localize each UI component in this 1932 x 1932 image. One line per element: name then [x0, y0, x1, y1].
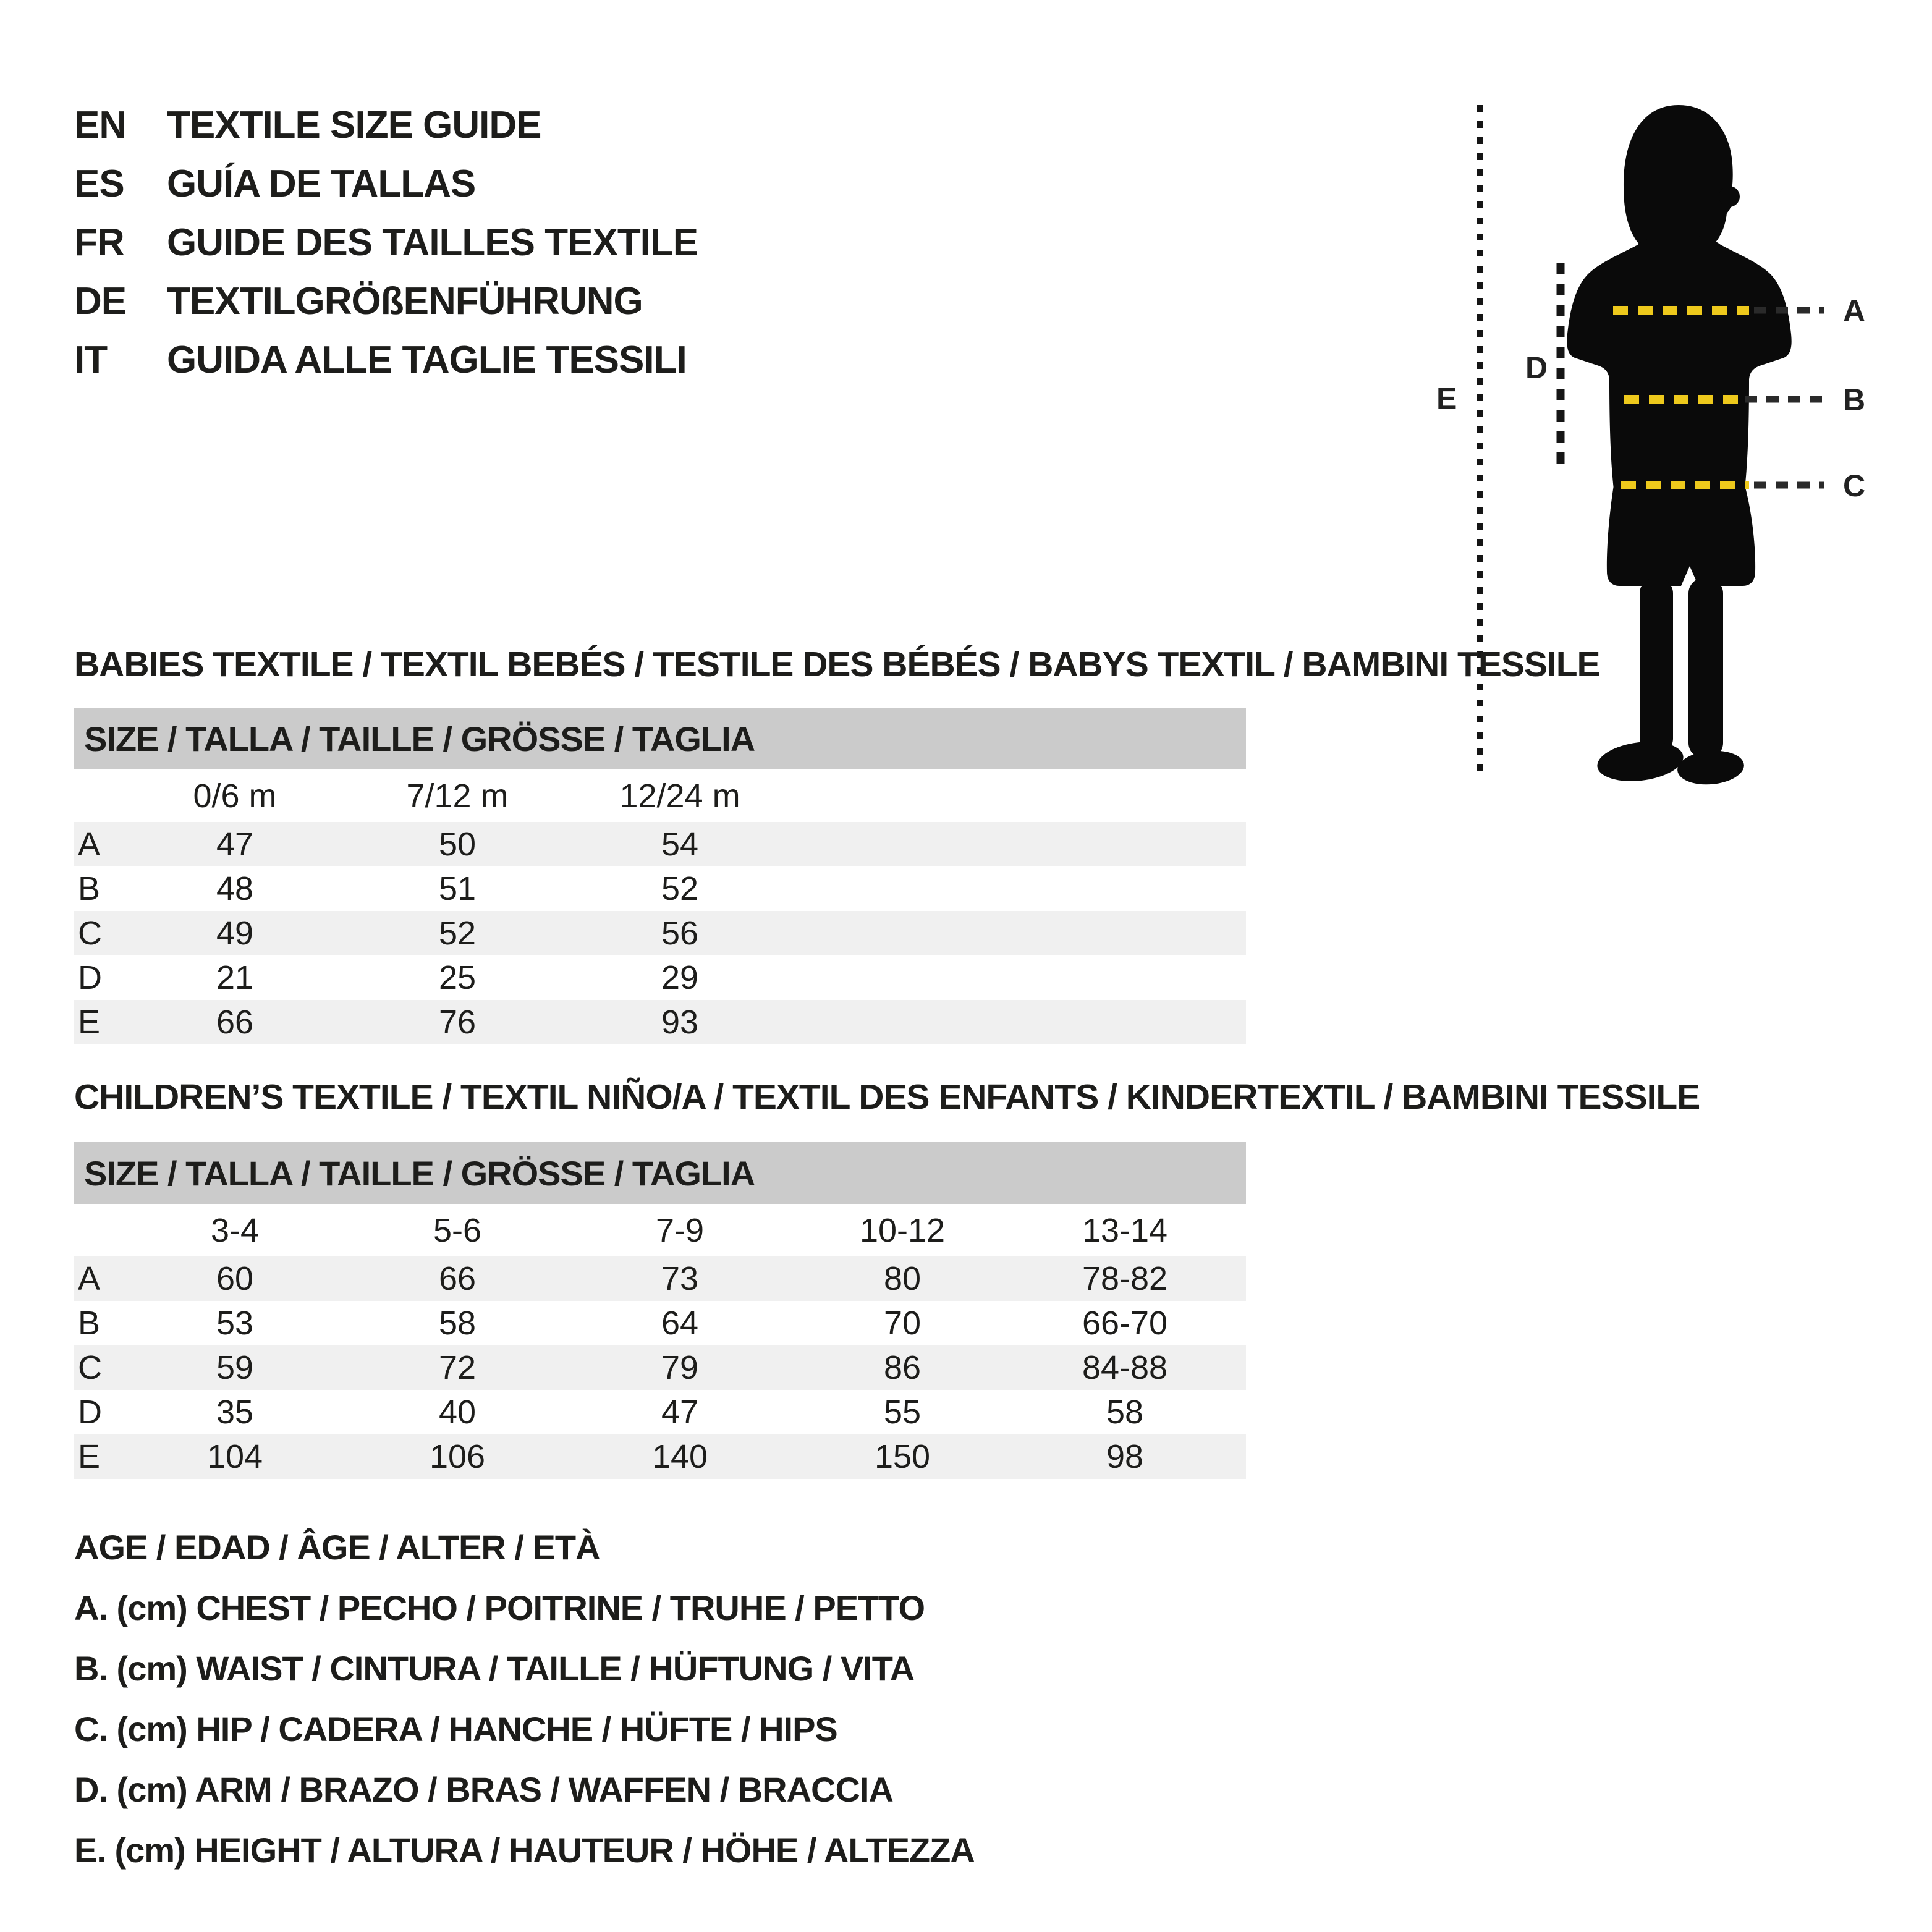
marker-label-b: B [1843, 383, 1866, 417]
value-cell: 53 [216, 1305, 254, 1342]
page-title-de: TEXTILGRÖßENFÜHRUNG [167, 280, 643, 323]
table-row [74, 911, 1246, 955]
language-row-fr [74, 213, 698, 272]
language-row-de [74, 272, 698, 331]
language-row-es [74, 155, 698, 213]
value-cell: 51 [438, 870, 477, 907]
measurement-legend [74, 1517, 975, 1881]
value-cell: 54 [661, 826, 699, 863]
table-row [74, 1390, 1246, 1434]
legend-height: E. (cm) HEIGHT / ALTURA / HAUTEUR / HÖHE / ALTEZZA [74, 1831, 975, 1870]
table-row [74, 955, 1246, 1000]
column-header: 5-6 [433, 1211, 482, 1249]
value-cell: 93 [661, 1004, 699, 1041]
value-cell: 21 [216, 959, 254, 996]
row-label: A [78, 1260, 101, 1297]
legend-arm: D. (cm) ARM / BRAZO / BRAS / WAFFEN / BRACCIA [74, 1770, 893, 1809]
value-cell: 84-88 [1082, 1349, 1168, 1386]
legend-age: AGE / EDAD / ÂGE / ALTER / ETÀ [74, 1528, 600, 1567]
value-cell: 59 [216, 1349, 254, 1386]
value-cell: 78-82 [1082, 1260, 1168, 1297]
column-header: 13-14 [1082, 1211, 1168, 1249]
value-cell: 52 [438, 915, 477, 952]
children-size-table [74, 1142, 1246, 1479]
children-size-header-bar: SIZE / TALLA / TAILLE / GRÖSSE / TAGLIA [74, 1142, 1246, 1204]
value-cell: 49 [216, 915, 254, 952]
value-cell: 70 [883, 1305, 922, 1342]
value-cell: 72 [438, 1349, 477, 1386]
column-header: 7-9 [655, 1211, 705, 1249]
column-header: 0/6 m [193, 777, 277, 815]
page-title-fr: GUIDE DES TAILLES TEXTILE [167, 221, 698, 264]
table-row [74, 1434, 1246, 1479]
language-code: IT [74, 339, 108, 381]
babies-column-header-row [74, 769, 1246, 822]
page-title-en: TEXTILE SIZE GUIDE [167, 104, 541, 146]
children-section-title: CHILDREN’S TEXTILE / TEXTIL NIÑO/A / TEXTIL DES ENFANTS / KINDERTEXTIL / BAMBINI TESSILE [74, 1077, 1700, 1117]
row-label: B [78, 1305, 101, 1342]
value-cell: 66-70 [1082, 1305, 1168, 1342]
babies-table-rows [74, 822, 1246, 1044]
marker-label-e: E [1436, 381, 1457, 416]
marker-label-a: A [1843, 294, 1866, 328]
column-header: 10-12 [859, 1211, 946, 1249]
table-row [74, 822, 1246, 866]
value-cell: 79 [661, 1349, 699, 1386]
language-code: EN [74, 104, 127, 146]
page-title-es: GUÍA DE TALLAS [167, 163, 476, 205]
value-cell: 80 [883, 1260, 922, 1297]
table-row [74, 1345, 1246, 1390]
row-label: E [78, 1438, 101, 1475]
children-column-header-row [74, 1204, 1246, 1256]
row-label: A [78, 826, 101, 863]
table-row [74, 1301, 1246, 1345]
value-cell: 40 [438, 1394, 477, 1431]
value-cell: 47 [661, 1394, 699, 1431]
value-cell: 35 [216, 1394, 254, 1431]
value-cell: 60 [216, 1260, 254, 1297]
value-cell: 104 [206, 1438, 263, 1475]
column-header: 3-4 [210, 1211, 260, 1249]
marker-label-c: C [1843, 468, 1866, 503]
value-cell: 55 [883, 1394, 922, 1431]
value-cell: 48 [216, 870, 254, 907]
language-code: FR [74, 221, 124, 264]
language-code: ES [74, 163, 124, 205]
babies-size-header-bar: SIZE / TALLA / TAILLE / GRÖSSE / TAGLIA [74, 708, 1246, 769]
row-label: D [78, 1394, 102, 1431]
table-row [74, 1000, 1246, 1044]
value-cell: 52 [661, 870, 699, 907]
value-cell: 50 [438, 826, 477, 863]
language-row-en [74, 96, 698, 155]
language-title-list [74, 96, 698, 389]
value-cell: 106 [429, 1438, 486, 1475]
value-cell: 64 [661, 1305, 699, 1342]
value-cell: 86 [883, 1349, 922, 1386]
table-row [74, 1256, 1246, 1301]
value-cell: 47 [216, 826, 254, 863]
babies-section-title: BABIES TEXTILE / TEXTIL BEBÉS / TESTILE DES BÉBÉS / BABYS TEXTIL / BAMBINI TESSILE [74, 645, 1600, 684]
value-cell: 25 [438, 959, 477, 996]
value-cell: 140 [651, 1438, 708, 1475]
legend-waist: B. (cm) WAIST / CINTURA / TAILLE / HÜFTUNG / VITA [74, 1649, 915, 1688]
children-table-rows [74, 1256, 1246, 1479]
value-cell: 29 [661, 959, 699, 996]
value-cell: 98 [1106, 1438, 1144, 1475]
table-row [74, 866, 1246, 911]
column-header: 7/12 m [406, 777, 509, 815]
page-title-it: GUIDA ALLE TAGLIE TESSILI [167, 339, 687, 381]
value-cell: 58 [1106, 1394, 1144, 1431]
row-label: B [78, 870, 101, 907]
language-code: DE [74, 280, 127, 323]
value-cell: 58 [438, 1305, 477, 1342]
language-row-it [74, 331, 698, 389]
legend-hip: C. (cm) HIP / CADERA / HANCHE / HÜFTE / HIPS [74, 1710, 837, 1748]
babies-size-table [74, 708, 1246, 1044]
value-cell: 73 [661, 1260, 699, 1297]
row-label: E [78, 1004, 101, 1041]
value-cell: 66 [438, 1260, 477, 1297]
value-cell: 66 [216, 1004, 254, 1041]
column-header: 12/24 m [619, 777, 740, 815]
marker-label-d: D [1525, 350, 1548, 385]
measurement-diagram [1415, 87, 1932, 797]
value-cell: 56 [661, 915, 699, 952]
child-silhouette-icon [1567, 105, 1791, 787]
row-label: C [78, 1349, 102, 1386]
value-cell: 150 [874, 1438, 931, 1475]
legend-chest: A. (cm) CHEST / PECHO / POITRINE / TRUHE / PETTO [74, 1588, 925, 1627]
row-label: D [78, 959, 102, 996]
value-cell: 76 [438, 1004, 477, 1041]
row-label: C [78, 915, 102, 952]
